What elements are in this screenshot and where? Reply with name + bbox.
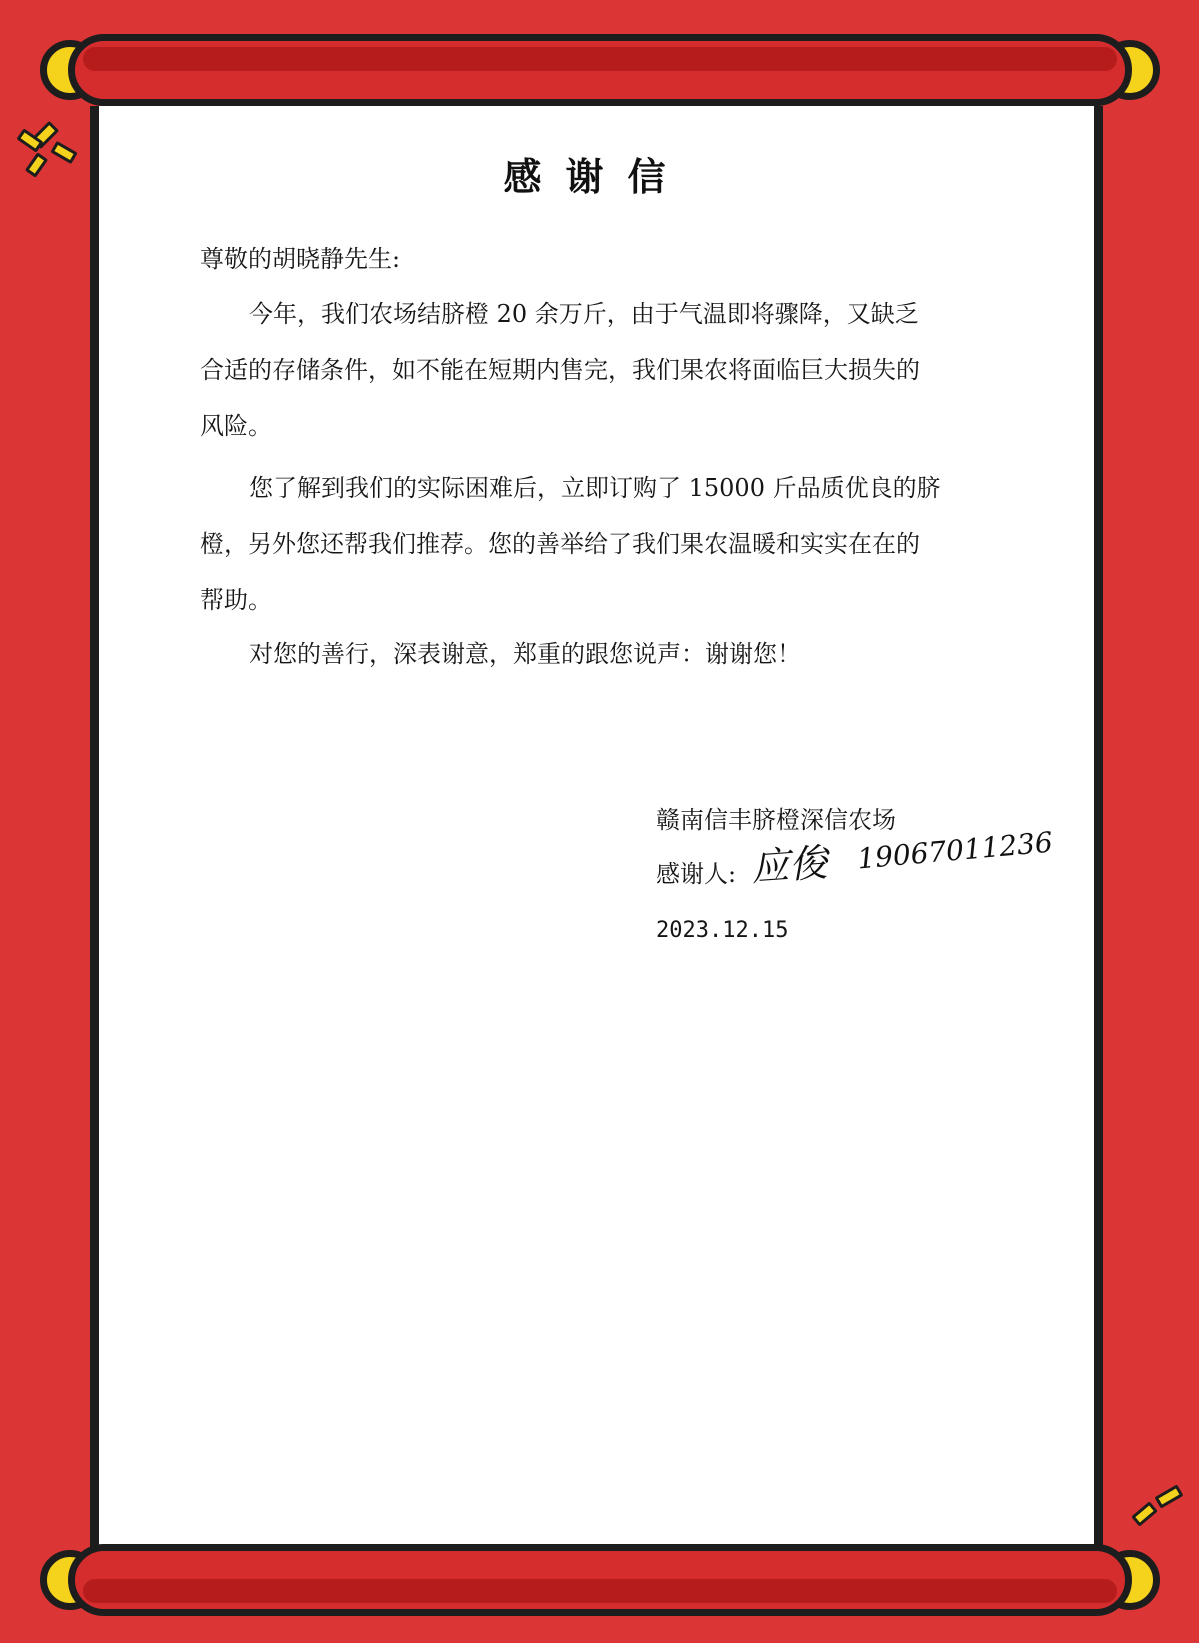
handwritten-signature-name: 应俊 bbox=[749, 840, 829, 890]
sparkle-bottom-right-icon bbox=[1134, 1490, 1194, 1530]
sender-name: 赣南信丰脐橙深信农场 bbox=[656, 806, 896, 834]
paragraph1-line3: 风险。 bbox=[200, 412, 272, 440]
letter-title: 感谢信 bbox=[503, 154, 690, 199]
thanker-label: 感谢人: bbox=[656, 860, 737, 888]
rod-body bbox=[68, 1544, 1132, 1616]
sparkle-top-left-icon bbox=[18, 120, 78, 180]
letter-paper bbox=[90, 106, 1103, 1548]
paragraph1-line1: 今年，我们农场结脐橙 20 余万斤，由于气温即将骤降，又缺乏 bbox=[249, 300, 919, 328]
paragraph2-line1: 您了解到我们的实际困难后，立即订购了 15000 斤品质优良的脐 bbox=[249, 474, 941, 502]
paragraph2-line2: 橙，另外您还帮我们推荐。您的善举给了我们果农温暖和实实在在的 bbox=[200, 530, 920, 558]
paragraph3: 对您的善行，深表谢意，郑重的跟您说声：谢谢您！ bbox=[249, 640, 801, 668]
rod-body bbox=[68, 34, 1132, 106]
handwritten-phone-number: 19067011236 bbox=[855, 825, 1055, 876]
salutation: 尊敬的胡晓静先生: bbox=[200, 245, 401, 273]
paragraph1-line2: 合适的存储条件，如不能在短期内售完，我们果农将面临巨大损失的 bbox=[200, 356, 920, 384]
letter-date: 2023.12.15 bbox=[656, 918, 789, 943]
scroll-rod-top bbox=[40, 34, 1160, 106]
scroll-rod-bottom bbox=[40, 1544, 1160, 1616]
paragraph2-line3: 帮助。 bbox=[200, 586, 272, 614]
